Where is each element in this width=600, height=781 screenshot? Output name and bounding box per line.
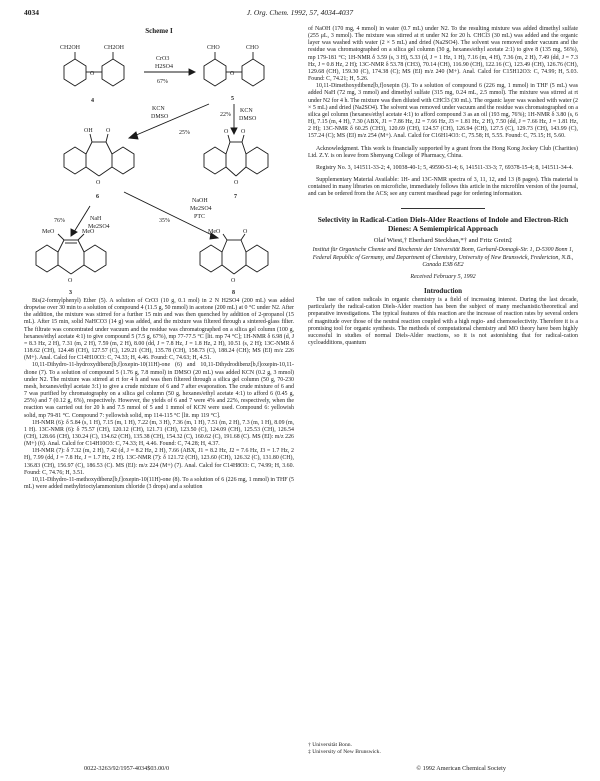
compound-6-label: 6 <box>96 194 99 200</box>
reagent-yield-35: 35% <box>159 218 170 224</box>
reagent-naoh: NaOH <box>192 198 208 204</box>
compound-4-structure <box>64 52 124 86</box>
compound-8-meo: MeO <box>208 229 221 235</box>
compound-7-o-right: O <box>241 129 246 135</box>
acknowledgment: Acknowledgment. This work is financially supported by a grant from the Hong Kong Jockey Club (Charities) Ltd. Z.Y. is on leave from Shenyang College of Pharmacy, China. <box>308 145 578 159</box>
reagent-dmso-b: DMSO <box>239 116 257 122</box>
introduction-text: The use of cation radicals in organic chemistry is a field of increasing interest. During the last decade, particularly the radical-cation Diels-Alder reaction has been the subject of many mechanistic/theoretical and preparative investigations. The typical features of this reaction are the increase of reaction rates by several orders of magnitude over those of the neutral reaction coupled with a high regio- and chemoselectivity. Therefore it is a promising tool for organic synthesis. The methods of computational chemistry and MO theory have been highly successful in studies of normal Diels-Alder reactions, so it is not astonishing that for radical-cation cycloadditions, quantum <box>308 297 578 346</box>
compound-7-ring-o: O <box>234 180 239 186</box>
compound-7-o-left: O <box>224 129 229 135</box>
compound-8-ketone-o: O <box>243 229 248 235</box>
compound-6-structure <box>64 134 134 176</box>
paragraph-nmr-6: 1H-NMR (6): δ 5.84 (s, 1 H), 7.15 (m, 1 H), 7.22 (m, 3 H), 7.36 (m, 1 H), 7.51 (m, 2 H), 7.3 (m, 1 H), 8.09 (m, 1 H). 13C-NMR (6): δ 75.57 (CH), 120.12 (CH), 121.71 (CH), 123.50 (C), 124.09 (CH), 125.53 (CH), 126.54 (CH), 128.66 (CH), 130.24 (C), 134.62 (CH), 135.38 (CH), 154.32 (C), 160.62 (C), 191.68 (C). MS (EI): m/z 226 (M+) (6). Anal. Calcd for C14H10O3: C, 74.33; H, 4.46. Found: C, 74.28; H, 4.37. <box>24 419 294 448</box>
reagent-me2so4-b: Me2SO4 <box>190 206 212 212</box>
compound-3-ring-o: O <box>68 278 73 284</box>
footnote-unb: ‡ University of New Brunswick. <box>308 748 381 755</box>
compound-3-meo-left: MeO <box>42 229 55 235</box>
compound-5-label: 5 <box>231 96 234 102</box>
reagent-yield-76: 76% <box>54 218 65 224</box>
compound-5-structure <box>204 52 264 86</box>
compound-3-label: 3 <box>69 290 72 296</box>
copyright: © 1992 American Chemical Society <box>416 765 506 772</box>
introduction-heading: Introduction <box>424 286 462 295</box>
reagent-me2so4-a: Me2SO4 <box>88 224 110 230</box>
compound-4-ch2oh-right: CH2OH <box>104 45 125 51</box>
article-affiliation: Institut für Organische Chemie und Biochemie der Universität Bonn, Gerhard-Domagk-Str. 1, D-5300 Bonn 1, Federal Republic of Germany, and Department of Chemistry, University of New Brunswick, Fredericton, N.B., Canada E3B 6E2 <box>312 247 574 268</box>
page-header <box>24 8 576 20</box>
reagent-yield-25: 25% <box>179 130 190 136</box>
arrow-5-to-6 <box>134 104 209 136</box>
paragraph-compound-8-cont: of NaOH (170 mg, 4 mmol) in water (0.7 mL) under N2. To the resulting mixture was added dimethyl sulfate (255 μL, 3 mmol). The mixture was stirred at rt under N2 for 20 h. CHCl3 (30 mL) was added and the organic layer was washed with water (2 × 5 mL) and dried (Na2SO4). The solvent was removed under vacuum and the residue was chromatographed on a silica gel column (30 g, hexanes/ethyl acetate 2:1) to give 8 (135 mg, 56%), mp 179-181 °C; 1H-NMR δ 3.59 (s, 3 H), 5.33 (d, J = 1 Hz, 1 H), 7.16 (m, 4 H), 7.36 (m, 2 H), 7.49 (dd, J = 7.3 Hz, J = 0.8 Hz, 2 H); 13C-NMR δ 53.78 (CH3), 70.14 (CH), 116.90 (CH), 122.16 (C), 123.49 (CH), 126.76 (CH), 129.68 (CH), 159.30 (C), 174.38 (C); MS (EI) m/z 240 (M+). Anal. Calcd for C15H12O3: C, 74.99; H, 5.03. Found: C, 74.21; H, 5.26. <box>308 26 578 83</box>
reagent-h2so4: H2SO4 <box>155 64 174 70</box>
paragraph-compound-3: 10,11-Dimethoxydibenz[b,f]oxepin (3). To a solution of compound 6 (226 mg, 1 mmol) in THF (5 mL) was added NaH (72 mg, 3 mmol) and dimethyl sulfate (315 mg, 0.24 mL, 2.5 mmol). The mixture was stirred at rt under N2 for 4 h. The mixture was then diluted with CHCl3 (30 mL). The organic layer was washed with water (2 × 5 mL) and dried (Na2SO4). The solvent was removed under vacuum and the residue was chromatographed on a silica gel column (hexanes/ethyl acetate 4:1) to afford compound 3 as an oil (193 mg, 76%); 1H-NMR δ 3.80 (s, 6 H), 7.15 (m, 4 H), 7.30 (ABX, J1 = 7.86 Hz, J2 = 7.66 Hz, J3 = 1.81 Hz, 2 H), 7.50 (dd, J = 7.66 Hz, J = 1.81 Hz, 2 H); 13C-NMR δ 60.25 (CH3), 120.69 (CH), 124.57 (CH), 126.94 (CH), 127.5 (C), 129.73 (CH), 143.99 (C), 157.24 (C); MS (EI) m/z 254 (M+). Anal. Calcd for C16H14O3: C, 75.58; H, 5.55. Found: C, 75.15; H, 5.60. <box>308 83 578 140</box>
compound-8-ring-o: O <box>231 278 236 284</box>
compound-5-cho-left: CHO <box>207 45 220 51</box>
compound-4-o: O <box>90 71 95 77</box>
compound-5-o: O <box>230 71 235 77</box>
left-column <box>24 26 294 491</box>
compound-5-cho-right: CHO <box>246 45 259 51</box>
paragraph-compounds-6-7: 10,11-Dihydro-11-hydroxydibenz[b,f]oxepin-10(11H)-one (6) and 10,11-Dihydrodibenz[b,f]oxepin-10,11-dione (7). To a solution of compound 5 (1.76 g, 7.8 mmol) in DMSO (20 mL) was added KCN (0.2 g, 3 mmol) under N2. The mixture was stirred at rt for 4 h and was then filtered through a silica gel column (50 g, 70-230 mesh, hexanes/ethyl acetate 3:1) to give a crude mixture of 6 and 7 after evaporation. The crude mixture of 6 and 7 was purified by chromatography on a silica gel column (50 g, hexanes/ethyl acetate 4:1) to afford 6 (0.45 g, 25%) and 7 (0.12 g, 6%), respectively. However, the yields of 6 and 7 were 4% and 22%, respectively, when the reaction was carried out for 20 h and 7.5 mmol of 5 and 1 mmol of KCN were used. Compound 6: yellowish solid, mp 79-81 °C. Compound 7: yellowish solid, mp 114-115 °C [lit. mp 119 °C]. <box>24 362 294 419</box>
compound-8-label: 8 <box>232 290 235 296</box>
right-column <box>308 26 578 347</box>
article-title: Selectivity in Radical-Cation Diels-Alder Reactions of Indole and Electron-Rich Dienes: A Semiempirical Approach <box>317 215 569 234</box>
reagent-dmso-a: DMSO <box>151 114 169 120</box>
page-footer <box>24 765 576 775</box>
compound-7-structure <box>204 135 268 176</box>
page-number: 4034 <box>24 8 39 17</box>
paragraph-compound-8-start: 10,11-Dihydro-11-methoxydibenz[b,f]oxepin-10(11H)-one (8). To a solution of 6 (226 mg, 1 mmol) in THF (5 mL) were added methyltrioctylammonium chloride (3 drops) and a solution <box>24 476 294 491</box>
registry-numbers: Registry No. 3, 141511-33-2; 4, 10038-40-1; 5, 49590-51-4; 6, 141511-33-3; 7, 69378-15-4; 8, 141511-34-4. <box>316 164 574 171</box>
reagent-cro3: CrO3 <box>156 56 170 62</box>
compound-6-ketone-o: O <box>106 128 111 134</box>
compound-3-meo-right: MeO <box>82 229 95 235</box>
paragraph-nmr-7: 1H-NMR (7): δ 7.32 (m, 2 H), 7.42 (d, J = 8.2 Hz, 2 H), 7.66 (ABX, J1 = 8.2 Hz, J2 = 7.6 Hz, J3 = 1.7 Hz, 2 H), 7.99 (dd, J = 7.8 Hz, J = 1.7 Hz, 2 H). 13C-NMR (7): δ 121.72 (CH), 123.60 (CH), 126.32 (C), 131.80 (CH), 136.83 (CH), 156.97 (C), 186.53 (C). MS (EI): m/z 224 (M+) (7). Anal. Calcd for C14H8O3: C, 74.99; H, 3.60. Found: C, 74.76; H, 3.51. <box>24 448 294 476</box>
compound-6-oh: OH <box>84 128 93 134</box>
reagent-nah: NaH <box>90 216 102 222</box>
footnotes <box>308 742 578 756</box>
article-authors: Olaf Wiest,† Eberhard Steckhan,*† and Fritz Grein‡ <box>373 237 513 245</box>
compound-4-ch2oh-left: CH2OH <box>60 45 81 51</box>
article-divider <box>401 208 485 209</box>
compound-7-label: 7 <box>234 194 237 200</box>
journal-citation: J. Org. Chem. 1992, 57, 4034-4037 <box>246 8 354 17</box>
reagent-kcn-b: KCN <box>240 108 253 114</box>
reagent-yield-67: 67% <box>157 79 168 85</box>
compound-4-label: 4 <box>91 98 94 104</box>
supplementary-material: Supplementary Material Available: 1H- and 13C-NMR spectra of 3, 11, 12, and 13 (8 pages). This material is contained in many libraries on microfiche, immediately follows this article in the microfilm version of the journal, and can be ordered from the ACS; see any current masthead page for ordering information. <box>308 176 578 198</box>
scheme-diagram <box>24 36 294 298</box>
compound-8-structure <box>200 234 268 274</box>
reaction-scheme <box>24 26 294 298</box>
paragraph-compound-5: Bis(2-formylphenyl) Ether (5). A solution of CrO3 (10 g, 0.1 mol) in 2 N H2SO4 (200 mL) was added dropwise over 30 min to a solution of compound 4 (11.5 g, 50 mmol) in acetone (200 mL) at 0 °C under N2. After the addition, the mixture was stirred for a further 15 min and was then quenched by addition of 2-propanol (15 mL). After 15 min, solid NaHCO3 (14 g) was added, and the mixture was filtered through a sintered-glass filter. The filtrate was concentrated under vacuum and the residue was chromatographed on a silica gel column (100 g, hexanes/ethyl acetate 4:1) to give compound 5 (7.5 g, 67%), mp 77-77.5 °C [lit. mp 74 °C]; 1H-NMR δ 6.98 (d, J = 8.3 Hz, 2 H), 7.31 (m, 2 H), 7.59 (m, 2 H), 8.00 (dd, J = 7.8 Hz, J = 1.8 Hz, 2 H), 10.51 (s, 2 H); 13C-NMR δ 118.62 (CH), 124.48 (CH), 127.57 (C), 129.21 (CH), 135.78 (CH), 158.73 (C), 188.24 (CH); MS (EI) m/z 226 (M+). Anal. Calcd for C14H10O3: C, 74.33; H, 4.46. Found: C, 74.63; H, 4.51. <box>24 298 294 362</box>
compound-3-structure <box>36 234 106 274</box>
footnote-bonn: † Universität Bonn. <box>308 742 352 748</box>
scheme-title: Scheme I <box>145 27 173 35</box>
reagent-ptc: PTC <box>194 214 206 220</box>
reagent-yield-22: 22% <box>220 112 231 118</box>
article-code: 0022-3263/92/1957-4034$03.00/0 <box>84 765 170 772</box>
compound-6-ring-o: O <box>96 180 101 186</box>
received-date: Received February 5, 1992 <box>410 273 476 280</box>
reagent-kcn-a: KCN <box>152 106 165 112</box>
